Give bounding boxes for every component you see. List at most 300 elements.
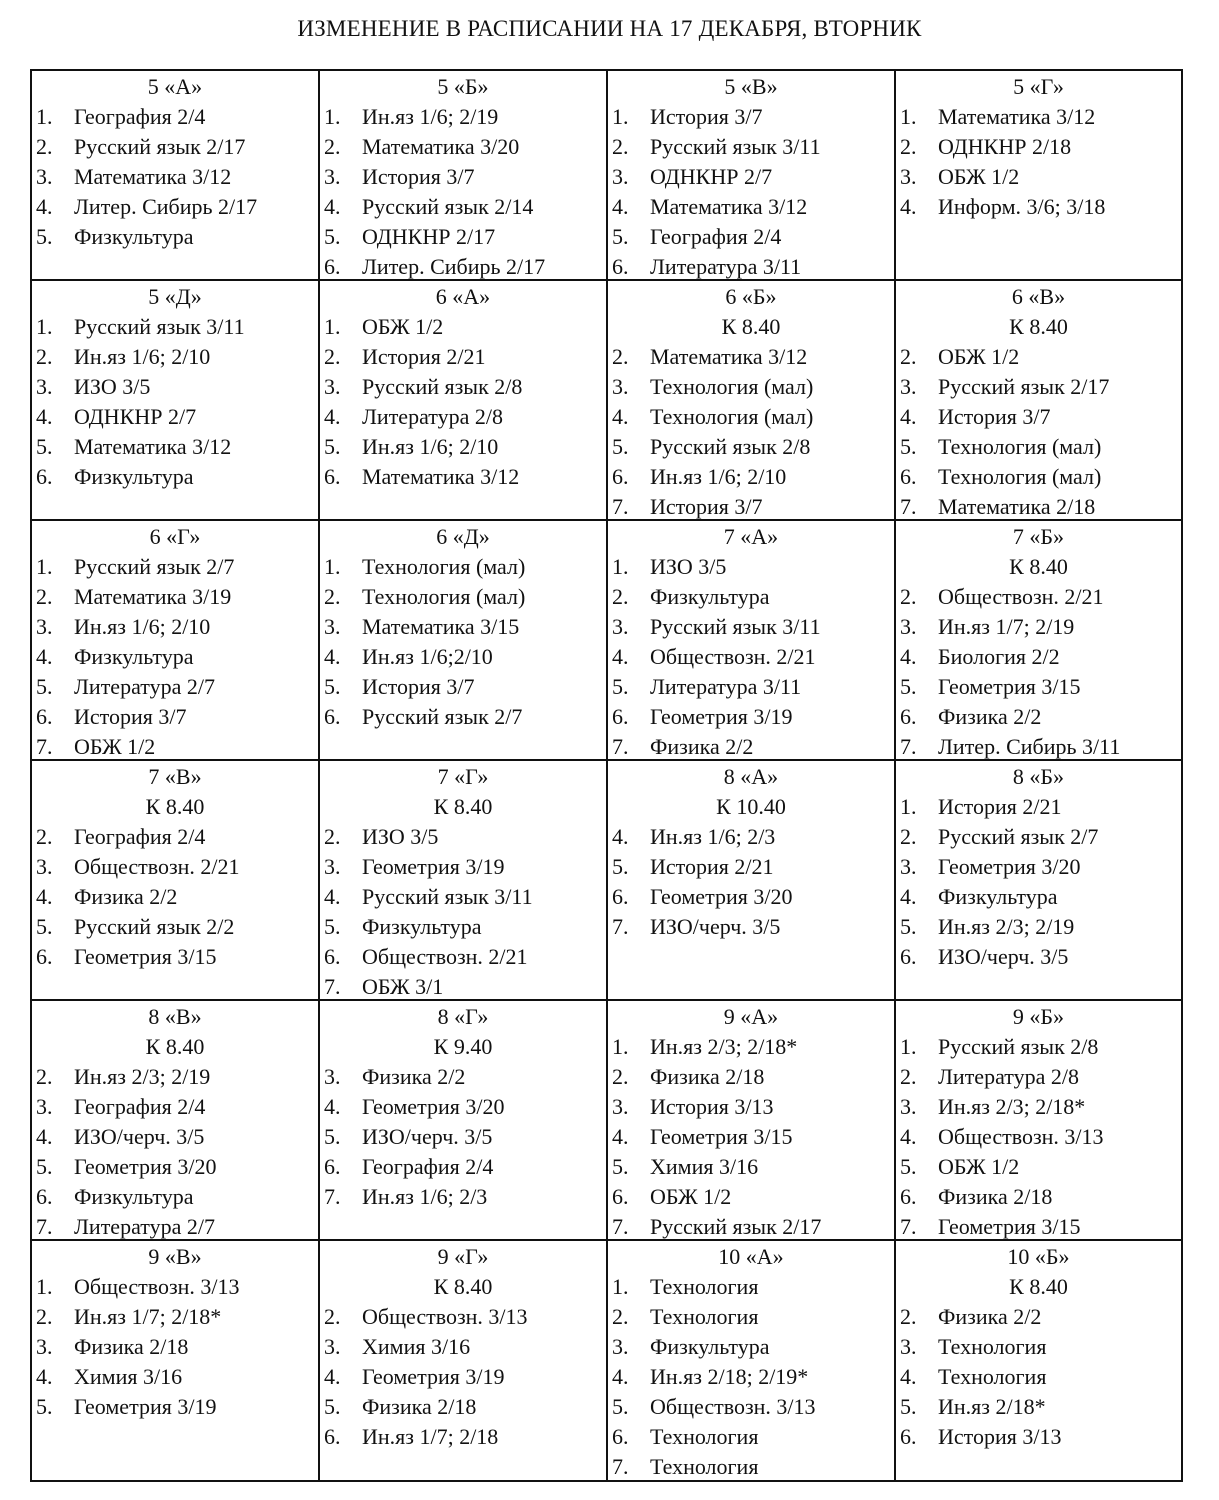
lesson-number: 4. [36, 884, 53, 909]
lesson-item [32, 342, 318, 372]
lesson-item [608, 1182, 894, 1212]
lesson-subject: Ин.яз 1/6; 2/3 [362, 1184, 488, 1209]
lesson-item [32, 852, 318, 882]
lesson-subject: Физика 2/2 [938, 704, 1042, 729]
class-name: 5 «Д» [148, 284, 202, 309]
lesson-number: 1. [900, 1034, 917, 1059]
lesson-number: 5. [900, 914, 917, 939]
lesson-subject: ОДНКНР 2/17 [362, 224, 496, 249]
lesson-number: 4. [324, 194, 341, 219]
lesson-number: 1. [36, 1274, 53, 1299]
lesson-item [320, 672, 606, 702]
lesson-item [608, 1302, 894, 1332]
class-cell [320, 761, 608, 1001]
lesson-number: 6. [612, 254, 629, 279]
lesson-item [608, 1452, 894, 1482]
class-cell [896, 71, 1183, 281]
lesson-item [896, 462, 1181, 492]
lesson-subject: История 3/13 [650, 1094, 774, 1119]
lesson-number: 5. [612, 434, 629, 459]
lesson-number: 5. [36, 1394, 53, 1419]
lesson-number: 2. [612, 134, 629, 159]
lesson-number: 2. [324, 344, 341, 369]
lesson-item [32, 462, 318, 492]
start-time-note: К 8.40 [433, 794, 493, 819]
lesson-item [896, 1032, 1181, 1062]
lesson-subject: Математика 3/20 [362, 134, 520, 159]
lesson-subject: Ин.яз 2/3; 2/18* [650, 1034, 798, 1059]
lesson-subject: География 2/4 [74, 824, 206, 849]
lesson-item [608, 432, 894, 462]
lesson-item [320, 822, 606, 852]
lesson-item [896, 642, 1181, 672]
lesson-number: 3. [612, 1094, 629, 1119]
start-time-note: К 8.40 [145, 794, 205, 819]
class-name: 7 «Б» [1012, 524, 1065, 549]
lesson-item [608, 192, 894, 222]
page-title: ИЗМЕНЕНИЕ В РАСПИСАНИИ НА 17 ДЕКАБРЯ, ВТОРНИК [297, 16, 922, 41]
lesson-subject: Геометрия 3/20 [74, 1154, 217, 1179]
lesson-subject: География 2/4 [74, 1094, 206, 1119]
lesson-number: 3. [324, 1064, 341, 1089]
lesson-subject: ОБЖ 1/2 [74, 734, 156, 759]
lesson-subject: ИЗО/черч. 3/5 [74, 1124, 205, 1149]
lesson-number: 7. [324, 974, 341, 999]
lesson-number: 3. [900, 854, 917, 879]
lesson-number: 2. [900, 1064, 917, 1089]
lesson-item [896, 612, 1181, 642]
lesson-item [320, 912, 606, 942]
lesson-item [32, 1062, 318, 1092]
class-name: 10 «Б» [1007, 1244, 1070, 1269]
lesson-subject: Технология (мал) [362, 584, 526, 609]
lesson-subject: Литература 2/7 [74, 674, 215, 699]
lesson-item [608, 342, 894, 372]
lesson-item [608, 1392, 894, 1422]
lesson-item [608, 642, 894, 672]
lesson-subject: История 2/21 [650, 854, 774, 879]
lesson-subject: Литер. Сибирь 3/11 [938, 734, 1121, 759]
lesson-item [32, 912, 318, 942]
lesson-subject: Физкультура [650, 1334, 770, 1359]
lesson-number: 3. [36, 854, 53, 879]
lesson-subject: ОДНКНР 2/18 [938, 134, 1072, 159]
lesson-item [320, 342, 606, 372]
lesson-item [896, 102, 1181, 132]
class-cell [320, 281, 608, 521]
lesson-item [896, 882, 1181, 912]
lesson-number: 4. [900, 1364, 917, 1389]
lesson-item [32, 582, 318, 612]
lesson-item [32, 102, 318, 132]
lesson-subject: ИЗО/черч. 3/5 [362, 1124, 493, 1149]
lesson-item [608, 582, 894, 612]
lesson-subject: ОБЖ 1/2 [650, 1184, 732, 1209]
class-name: 9 «А» [723, 1004, 779, 1029]
lesson-subject: История 2/21 [362, 344, 486, 369]
lesson-number: 5. [324, 914, 341, 939]
lesson-item [320, 402, 606, 432]
start-time-note: К 10.40 [716, 794, 786, 819]
lesson-item [608, 912, 894, 942]
class-name: 5 «Б» [437, 74, 489, 99]
lesson-item [320, 972, 606, 1002]
lesson-item [32, 702, 318, 732]
lesson-item [608, 822, 894, 852]
lesson-number: 4. [36, 404, 53, 429]
lesson-item [320, 132, 606, 162]
lesson-number: 2. [900, 824, 917, 849]
lesson-item [320, 432, 606, 462]
lesson-number: 4. [900, 884, 917, 909]
lesson-item [32, 1302, 318, 1332]
lesson-subject: Физика 2/2 [74, 884, 178, 909]
lesson-subject: Ин.яз 2/18* [938, 1394, 1046, 1419]
class-cell [608, 761, 896, 1001]
lesson-subject: Технология [938, 1364, 1047, 1389]
lesson-item [896, 1062, 1181, 1092]
lesson-item [608, 732, 894, 762]
lesson-subject: География 2/4 [362, 1154, 494, 1179]
lesson-subject: Ин.яз 1/6;2/10 [362, 644, 493, 669]
lesson-subject: Геометрия 3/15 [650, 1124, 793, 1149]
lesson-number: 1. [324, 554, 341, 579]
lesson-number: 1. [324, 104, 341, 129]
lesson-number: 3. [612, 614, 629, 639]
lesson-subject: Русский язык 2/8 [938, 1034, 1099, 1059]
class-cell [608, 1241, 896, 1482]
lesson-subject: Физкультура [74, 1184, 194, 1209]
start-time-note: К 8.40 [1009, 554, 1068, 579]
lesson-subject: Русский язык 2/17 [938, 374, 1110, 399]
lesson-number: 4. [36, 1124, 53, 1149]
class-name: 6 «В» [1011, 284, 1066, 309]
lesson-number: 6. [900, 1184, 917, 1209]
class-cell [608, 71, 896, 281]
lesson-item [320, 462, 606, 492]
lesson-number: 4. [612, 194, 629, 219]
lesson-subject: Русский язык 2/2 [74, 914, 235, 939]
start-time-note: К 8.40 [145, 1034, 205, 1059]
lesson-item [320, 222, 606, 252]
lesson-number: 6. [612, 704, 629, 729]
lesson-subject: Русский язык 2/17 [74, 134, 246, 159]
lesson-number: 1. [612, 1034, 629, 1059]
lesson-number: 2. [36, 1064, 53, 1089]
lesson-number: 2. [36, 1304, 53, 1329]
lesson-number: 3. [612, 164, 629, 189]
lesson-item [608, 1092, 894, 1122]
lesson-subject: Ин.яз 1/6; 2/10 [650, 464, 787, 489]
lesson-item [32, 732, 318, 762]
lesson-item [32, 552, 318, 582]
lesson-subject: Химия 3/16 [650, 1154, 759, 1179]
lesson-item [608, 1152, 894, 1182]
lesson-item [320, 252, 606, 282]
class-cell [32, 761, 320, 1001]
lesson-subject: Русский язык 2/17 [650, 1214, 822, 1239]
lesson-item [896, 132, 1181, 162]
lesson-subject: Математика 3/12 [74, 434, 232, 459]
lesson-subject: Геометрия 3/19 [362, 854, 505, 879]
lesson-number: 4. [324, 884, 341, 909]
lesson-item [608, 102, 894, 132]
class-name: 10 «А» [718, 1244, 784, 1269]
lesson-number: 3. [900, 614, 917, 639]
lesson-subject: Ин.яз 2/18; 2/19* [650, 1364, 809, 1389]
lesson-subject: Физика 2/2 [938, 1304, 1042, 1329]
class-name: 6 «А» [435, 284, 491, 309]
class-name: 7 «А» [723, 524, 779, 549]
lesson-item [608, 222, 894, 252]
class-name: 8 «Б» [1012, 764, 1065, 789]
lesson-item [608, 132, 894, 162]
lesson-number: 3. [324, 1334, 341, 1359]
lesson-number: 4. [36, 1364, 53, 1389]
lesson-subject: Технология (мал) [362, 554, 526, 579]
lesson-number: 2. [36, 584, 53, 609]
lesson-item [608, 1272, 894, 1302]
lesson-number: 1. [36, 554, 53, 579]
lesson-subject: Физика 2/18 [938, 1184, 1053, 1209]
lesson-item [608, 162, 894, 192]
class-cell [32, 1241, 320, 1482]
lesson-item [896, 492, 1181, 522]
class-cell [320, 521, 608, 761]
lesson-subject: ОБЖ 1/2 [362, 314, 444, 339]
lesson-number: 2. [612, 344, 629, 369]
lesson-number: 5. [324, 224, 341, 249]
lesson-number: 7. [900, 734, 917, 759]
lesson-subject: Обществозн. 2/21 [362, 944, 528, 969]
lesson-number: 2. [324, 1304, 341, 1329]
lesson-subject: Русский язык 2/7 [74, 554, 235, 579]
lesson-subject: ИЗО 3/5 [650, 554, 727, 579]
lesson-number: 2. [36, 824, 53, 849]
lesson-item [896, 342, 1181, 372]
lesson-item [608, 372, 894, 402]
lesson-subject: Русский язык 3/11 [650, 614, 821, 639]
lesson-number: 4. [612, 404, 629, 429]
class-cell [608, 521, 896, 761]
lesson-subject: История 3/7 [362, 674, 475, 699]
lesson-number: 5. [612, 854, 629, 879]
lesson-number: 5. [36, 224, 53, 249]
lesson-item [320, 162, 606, 192]
lesson-subject: Ин.яз 1/6; 2/10 [362, 434, 499, 459]
lesson-subject: Русский язык 2/8 [650, 434, 811, 459]
lesson-number: 4. [612, 644, 629, 669]
lesson-item [320, 1392, 606, 1422]
lesson-subject: ОДНКНР 2/7 [74, 404, 197, 429]
lesson-number: 3. [324, 374, 341, 399]
lesson-subject: Технология [650, 1274, 759, 1299]
class-name: 9 «Б» [1012, 1004, 1065, 1029]
lesson-item [32, 222, 318, 252]
lesson-number: 1. [324, 314, 341, 339]
lesson-subject: ИЗО/черч. 3/5 [938, 944, 1069, 969]
lesson-item [32, 642, 318, 672]
class-name: 8 «В» [148, 1004, 202, 1029]
lesson-number: 1. [36, 314, 53, 339]
lesson-subject: Геометрия 3/20 [650, 884, 793, 909]
lesson-subject: Технология (мал) [650, 404, 814, 429]
lesson-number: 5. [324, 1124, 341, 1149]
lesson-number: 7. [612, 914, 629, 939]
lesson-subject: Обществозн. 2/21 [74, 854, 240, 879]
lesson-item [896, 1362, 1181, 1392]
lesson-number: 7. [36, 1214, 53, 1239]
class-cell [320, 1001, 608, 1241]
lesson-number: 5. [36, 1154, 53, 1179]
lesson-subject: Ин.яз 1/6; 2/19 [362, 104, 499, 129]
class-cell [608, 1001, 896, 1241]
lesson-item [896, 822, 1181, 852]
lesson-item [320, 1422, 606, 1452]
lesson-number: 5. [36, 674, 53, 699]
lesson-item [32, 672, 318, 702]
lesson-subject: Математика 3/12 [650, 194, 808, 219]
lesson-item [320, 372, 606, 402]
lesson-subject: ОБЖ 1/2 [938, 1154, 1020, 1179]
lesson-item [320, 102, 606, 132]
lesson-subject: Геометрия 3/15 [938, 674, 1081, 699]
lesson-item [896, 1092, 1181, 1122]
lesson-number: 3. [36, 614, 53, 639]
lesson-item [32, 942, 318, 972]
lesson-subject: Обществозн. 2/21 [650, 644, 816, 669]
lesson-item [896, 792, 1181, 822]
lesson-subject: ИЗО 3/5 [362, 824, 439, 849]
lesson-subject: Геометрия 3/19 [362, 1364, 505, 1389]
class-cell [896, 281, 1183, 521]
lesson-subject: Технология [650, 1454, 759, 1479]
lesson-subject: Литература 2/8 [362, 404, 503, 429]
lesson-subject: Литература 3/11 [650, 254, 802, 279]
lesson-subject: Физкультура [74, 644, 194, 669]
class-cell [896, 1241, 1183, 1482]
lesson-subject: Физика 2/2 [362, 1064, 466, 1089]
lesson-number: 6. [324, 944, 341, 969]
lesson-subject: Геометрия 3/19 [650, 704, 793, 729]
lesson-item [32, 1092, 318, 1122]
lesson-number: 6. [612, 1424, 629, 1449]
start-time-note: К 8.40 [433, 1274, 493, 1299]
lesson-number: 7. [612, 1214, 629, 1239]
lesson-number: 4. [900, 194, 917, 219]
lesson-subject: Русский язык 2/7 [362, 704, 523, 729]
lesson-number: 2. [900, 584, 917, 609]
lesson-item [32, 132, 318, 162]
lesson-number: 7. [900, 494, 917, 519]
lesson-number: 6. [324, 464, 341, 489]
lesson-item [32, 822, 318, 852]
lesson-number: 7. [36, 734, 53, 759]
lesson-number: 4. [36, 194, 53, 219]
lesson-number: 6. [900, 944, 917, 969]
lesson-number: 2. [324, 824, 341, 849]
lesson-subject: Русский язык 3/11 [362, 884, 533, 909]
lesson-item [32, 1212, 318, 1242]
lesson-number: 6. [324, 1154, 341, 1179]
lesson-item [32, 402, 318, 432]
lesson-subject: ОБЖ 1/2 [938, 344, 1020, 369]
class-cell [32, 281, 320, 521]
lesson-item [320, 192, 606, 222]
lesson-item [320, 1152, 606, 1182]
lesson-subject: ОБЖ 1/2 [938, 164, 1020, 189]
lesson-number: 7. [612, 1454, 629, 1479]
lesson-item [896, 432, 1181, 462]
lesson-subject: История 3/13 [938, 1424, 1062, 1449]
lesson-item [896, 1212, 1181, 1242]
lesson-number: 4. [612, 1364, 629, 1389]
lesson-item [320, 1092, 606, 1122]
lesson-number: 5. [324, 1394, 341, 1419]
lesson-number: 2. [36, 344, 53, 369]
lesson-number: 1. [612, 554, 629, 579]
class-cell [32, 521, 320, 761]
lesson-subject: Физика 2/18 [74, 1334, 189, 1359]
class-name: 6 «Г» [149, 524, 201, 549]
lesson-number: 6. [612, 884, 629, 909]
class-cell [608, 281, 896, 521]
lesson-subject: История 3/7 [650, 104, 763, 129]
lesson-subject: Технология [650, 1424, 759, 1449]
lesson-number: 6. [324, 704, 341, 729]
lesson-subject: Литература 2/8 [938, 1064, 1079, 1089]
lesson-item [320, 642, 606, 672]
lesson-number: 1. [36, 104, 53, 129]
class-cell [32, 1001, 320, 1241]
lesson-item [896, 1302, 1181, 1332]
lesson-item [320, 1362, 606, 1392]
lesson-item [608, 1032, 894, 1062]
lesson-subject: Обществозн. 3/13 [938, 1124, 1104, 1149]
lesson-item [896, 672, 1181, 702]
lesson-number: 2. [324, 584, 341, 609]
lesson-item [896, 942, 1181, 972]
lesson-subject: Русский язык 2/7 [938, 824, 1099, 849]
lesson-subject: Обществозн. 2/21 [938, 584, 1104, 609]
lesson-subject: История 3/7 [362, 164, 475, 189]
lesson-number: 4. [324, 404, 341, 429]
start-time-note: К 8.40 [1009, 314, 1068, 339]
lesson-subject: ИЗО/черч. 3/5 [650, 914, 781, 939]
lesson-item [896, 192, 1181, 222]
class-cell [32, 71, 320, 281]
lesson-number: 4. [324, 1094, 341, 1119]
lesson-subject: Технология [938, 1334, 1047, 1359]
lesson-item [32, 162, 318, 192]
lesson-item [32, 1272, 318, 1302]
class-name: 7 «Г» [437, 764, 489, 789]
lesson-subject: Ин.яз 1/6; 2/10 [74, 614, 211, 639]
lesson-number: 4. [324, 1364, 341, 1389]
lesson-item [320, 552, 606, 582]
lesson-subject: Ин.яз 1/6; 2/10 [74, 344, 211, 369]
class-cell [320, 71, 608, 281]
lesson-item [896, 1422, 1181, 1452]
class-name: 5 «Г» [1013, 74, 1064, 99]
lesson-subject: Математика 3/12 [938, 104, 1096, 129]
lesson-subject: Русский язык 2/8 [362, 374, 523, 399]
lesson-item [32, 432, 318, 462]
lesson-subject: Математика 3/12 [362, 464, 520, 489]
lesson-subject: Русский язык 3/11 [650, 134, 821, 159]
lesson-number: 6. [36, 1184, 53, 1209]
lesson-item [32, 1122, 318, 1152]
